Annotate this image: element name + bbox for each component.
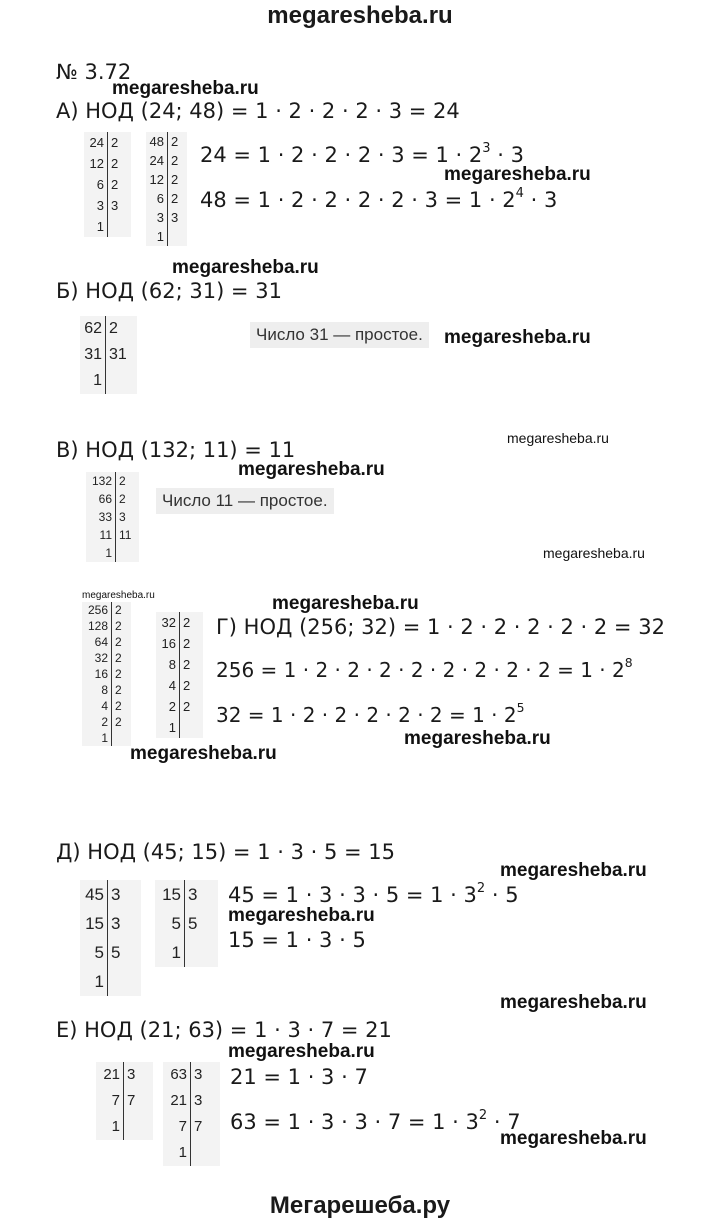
factor-dividend: 128: [82, 618, 112, 634]
site-footer: Мегарешеба.ру: [269, 1192, 451, 1219]
factor-row: [82, 730, 131, 746]
factor-divisor: 2: [115, 635, 122, 649]
factor-dividend: 1: [156, 717, 180, 738]
part-a-factor-column-2: [146, 132, 187, 246]
factor-divisor: 2: [171, 172, 179, 187]
factor-row: [146, 208, 187, 227]
part-a-factor-column-1: [84, 132, 131, 237]
factor-dividend: 1: [82, 730, 112, 746]
factor-row: [156, 633, 203, 654]
watermark: megaresheba.ru: [507, 430, 609, 446]
factor-row: [82, 650, 131, 666]
factor-dividend: 63: [163, 1062, 191, 1088]
factor-divisor: [185, 938, 218, 967]
site-header: megaresheba.ru: [267, 2, 453, 29]
factor-dividend: 2: [82, 714, 112, 730]
factor-row: [84, 132, 131, 153]
factor-divisor: 2: [171, 134, 179, 149]
factor-row: [82, 618, 131, 634]
factor-row: [80, 368, 137, 394]
factor-dividend: 3: [146, 208, 168, 227]
factor-divisor: 2: [171, 191, 179, 206]
factor-divisor: 11: [119, 528, 132, 542]
factor-dividend: 12: [84, 153, 108, 174]
factor-row: [82, 682, 131, 698]
factor-dividend: 48: [146, 132, 168, 151]
factor-divisor: 2: [119, 474, 126, 488]
factor-dividend: 32: [82, 650, 112, 666]
factor-dividend: 1: [80, 368, 106, 394]
problem-number: № 3.72: [56, 60, 132, 84]
factor-divisor: 7: [127, 1092, 136, 1109]
factor-dividend: 1: [96, 1114, 124, 1140]
factor-row: [146, 151, 187, 170]
watermark: megaresheba.ru: [444, 327, 591, 348]
factor-divisor: [108, 967, 141, 996]
part-g-factor-column-2: [156, 612, 203, 738]
factor-dividend: 11: [86, 526, 116, 544]
watermark: megaresheba.ru: [112, 78, 259, 99]
factor-divisor: 5: [111, 943, 121, 962]
part-v-title: В) НОД (132; 11) = 11: [56, 438, 296, 462]
factor-dividend: 16: [156, 633, 180, 654]
factor-divisor: 2: [183, 678, 191, 693]
part-b-note: Число 31 — простое.: [250, 322, 429, 348]
factor-dividend: 1: [155, 938, 185, 967]
factor-divisor: 2: [171, 153, 179, 168]
factor-row: [86, 544, 139, 562]
factor-divisor: 3: [194, 1092, 203, 1109]
factor-row: [155, 938, 218, 967]
factor-row: [80, 342, 137, 368]
factor-dividend: 21: [163, 1088, 191, 1114]
factor-dividend: 1: [86, 544, 116, 562]
watermark: megaresheba.ru: [228, 1041, 375, 1062]
factor-divisor: [116, 544, 139, 562]
factor-dividend: 1: [146, 227, 168, 246]
factor-row: [82, 602, 131, 618]
factor-dividend: 5: [155, 909, 185, 938]
factor-divisor: [108, 216, 131, 237]
part-e-factor-column-2: [163, 1062, 220, 1166]
factor-row: [84, 195, 131, 216]
factor-divisor: 3: [171, 210, 179, 225]
factor-dividend: 3: [84, 195, 108, 216]
factor-divisor: 2: [111, 156, 119, 171]
factor-dividend: 62: [80, 316, 106, 342]
factor-row: [155, 909, 218, 938]
factor-divisor: [180, 717, 203, 738]
factor-row: [156, 675, 203, 696]
factor-row: [96, 1088, 153, 1114]
factor-row: [86, 472, 139, 490]
factor-row: [156, 612, 203, 633]
factor-row: [146, 227, 187, 246]
factor-dividend: 256: [82, 602, 112, 618]
factor-row: [156, 654, 203, 675]
factor-dividend: 15: [80, 909, 108, 938]
factor-row: [146, 132, 187, 151]
watermark: megaresheba.ru: [404, 728, 551, 749]
factor-row: [155, 880, 218, 909]
factor-row: [146, 189, 187, 208]
factor-dividend: 4: [82, 698, 112, 714]
part-d-factor-column-1: [80, 880, 141, 996]
factor-dividend: 6: [84, 174, 108, 195]
factor-dividend: 24: [146, 151, 168, 170]
part-g-equation-2: $32 = 1 \cdot 2 \cdot 2 \cdot 2 \cdot 2 \cdot 2 = 1 \cdot 2^5$: [216, 700, 525, 727]
factor-divisor: 2: [115, 603, 122, 617]
factor-row: [86, 526, 139, 544]
factor-dividend: 24: [84, 132, 108, 153]
factor-row: [80, 909, 141, 938]
factor-row: [80, 938, 141, 967]
factor-row: [80, 967, 141, 996]
factor-divisor: [124, 1114, 153, 1140]
factor-divisor: 31: [109, 346, 127, 363]
part-e-title: Е) НОД (21; 63) = 1 · 3 · 7 = 21: [56, 1018, 392, 1042]
part-d-factor-column-2: [155, 880, 218, 967]
factor-dividend: 1: [80, 967, 108, 996]
factor-divisor: [112, 730, 131, 746]
factor-row: [163, 1062, 220, 1088]
factor-dividend: 2: [156, 696, 180, 717]
factor-dividend: 1: [163, 1140, 191, 1166]
factor-divisor: [106, 368, 137, 394]
part-g-title: Г) НОД (256; 32) = 1 · 2 · 2 · 2 · 2 · 2 = 32: [216, 615, 665, 639]
factor-divisor: 2: [183, 615, 191, 630]
factor-divisor: 3: [119, 510, 126, 524]
factor-row: [96, 1062, 153, 1088]
factor-row: [163, 1140, 220, 1166]
factor-dividend: 8: [82, 682, 112, 698]
factor-divisor: 3: [111, 914, 121, 933]
watermark: megaresheba.ru: [272, 593, 419, 614]
factor-divisor: 5: [188, 914, 198, 933]
watermark: megaresheba.ru: [82, 590, 155, 601]
watermark: megaresheba.ru: [238, 459, 385, 480]
watermark: megaresheba.ru: [543, 545, 645, 561]
factor-divisor: 3: [188, 885, 198, 904]
factor-row: [82, 714, 131, 730]
factor-dividend: 32: [156, 612, 180, 633]
factor-dividend: 1: [84, 216, 108, 237]
part-d-title: Д) НОД (45; 15) = 1 · 3 · 5 = 15: [56, 840, 396, 864]
part-e-equation-1: 21 = 1 · 3 · 7: [230, 1065, 368, 1089]
factor-row: [146, 170, 187, 189]
part-v-factor-column: [86, 472, 139, 562]
factor-divisor: 2: [183, 657, 191, 672]
factor-dividend: 12: [146, 170, 168, 189]
factor-dividend: 31: [80, 342, 106, 368]
factor-dividend: 45: [80, 880, 108, 909]
factor-row: [156, 717, 203, 738]
watermark: megaresheba.ru: [500, 860, 647, 881]
part-a-equation-1: $24 = 1 \cdot 2 \cdot 2 \cdot 2 \cdot 3 = 1 \cdot 2^3 \cdot 3$: [200, 141, 524, 167]
part-e-equation-2: $63 = 1 \cdot 3 \cdot 3 \cdot 7 = 1 \cdot 3^2 \cdot 7$: [230, 1108, 521, 1134]
factor-divisor: 3: [194, 1066, 203, 1083]
factor-dividend: 16: [82, 666, 112, 682]
watermark: megaresheba.ru: [228, 905, 375, 926]
factor-row: [163, 1088, 220, 1114]
factor-divisor: 3: [111, 198, 119, 213]
factor-dividend: 5: [80, 938, 108, 967]
factor-row: [80, 316, 137, 342]
factor-divisor: 7: [194, 1118, 203, 1135]
factor-dividend: 21: [96, 1062, 124, 1088]
factor-dividend: 4: [156, 675, 180, 696]
factor-row: [82, 666, 131, 682]
part-b-title: Б) НОД (62; 31) = 31: [56, 279, 282, 303]
factor-dividend: 8: [156, 654, 180, 675]
factor-row: [156, 696, 203, 717]
part-g-equation-1: $256 = 1 \cdot 2 \cdot 2 \cdot 2 \cdot 2 \cdot 2 \cdot 2 \cdot 2 \cdot 2 = 1 \cdot 2^8$: [216, 655, 633, 682]
factor-dividend: 33: [86, 508, 116, 526]
watermark: megaresheba.ru: [500, 992, 647, 1013]
factor-row: [86, 490, 139, 508]
watermark: megaresheba.ru: [130, 743, 277, 764]
factor-divisor: 2: [119, 492, 126, 506]
factor-row: [84, 174, 131, 195]
factor-row: [163, 1114, 220, 1140]
factor-dividend: 7: [163, 1114, 191, 1140]
factor-dividend: 7: [96, 1088, 124, 1114]
factor-divisor: 2: [115, 667, 122, 681]
part-a-equation-2: $48 = 1 \cdot 2 \cdot 2 \cdot 2 \cdot 2 \cdot 3 = 1 \cdot 2^4 \cdot 3$: [200, 186, 558, 212]
part-d-equation-1: $45 = 1 \cdot 3 \cdot 3 \cdot 5 = 1 \cdot 3^2 \cdot 5$: [228, 881, 519, 907]
factor-row: [80, 880, 141, 909]
factor-dividend: 15: [155, 880, 185, 909]
factor-row: [82, 634, 131, 650]
factor-row: [86, 508, 139, 526]
part-a-title: А) НОД (24; 48) = 1 · 2 · 2 · 2 · 3 = 24: [56, 99, 460, 123]
factor-divisor: 2: [183, 636, 191, 651]
factor-divisor: 2: [111, 177, 119, 192]
part-d-equation-2: 15 = 1 · 3 · 5: [228, 928, 366, 952]
factor-row: [84, 216, 131, 237]
factor-divisor: 2: [115, 699, 122, 713]
factor-divisor: 3: [127, 1066, 136, 1083]
part-g-factor-column-1: [82, 602, 131, 746]
factor-dividend: 6: [146, 189, 168, 208]
factor-dividend: 64: [82, 634, 112, 650]
factor-divisor: 2: [109, 320, 118, 337]
part-b-factor-column: [80, 316, 137, 394]
factor-row: [84, 153, 131, 174]
watermark: megaresheba.ru: [444, 164, 591, 185]
factor-dividend: 66: [86, 490, 116, 508]
factor-divisor: 2: [115, 619, 122, 633]
factor-row: [96, 1114, 153, 1140]
factor-divisor: [168, 227, 187, 246]
part-e-factor-column-1: [96, 1062, 153, 1140]
factor-divisor: 2: [115, 715, 122, 729]
factor-divisor: 2: [111, 135, 119, 150]
factor-row: [82, 698, 131, 714]
watermark: megaresheba.ru: [172, 257, 319, 278]
factor-divisor: [191, 1140, 220, 1166]
factor-divisor: 2: [115, 683, 122, 697]
factor-divisor: 2: [183, 699, 191, 714]
factor-divisor: 3: [111, 885, 121, 904]
part-v-note: Число 11 — простое.: [156, 488, 334, 514]
factor-dividend: 132: [86, 472, 116, 490]
watermark: megaresheba.ru: [500, 1128, 647, 1149]
factor-divisor: 2: [115, 651, 122, 665]
